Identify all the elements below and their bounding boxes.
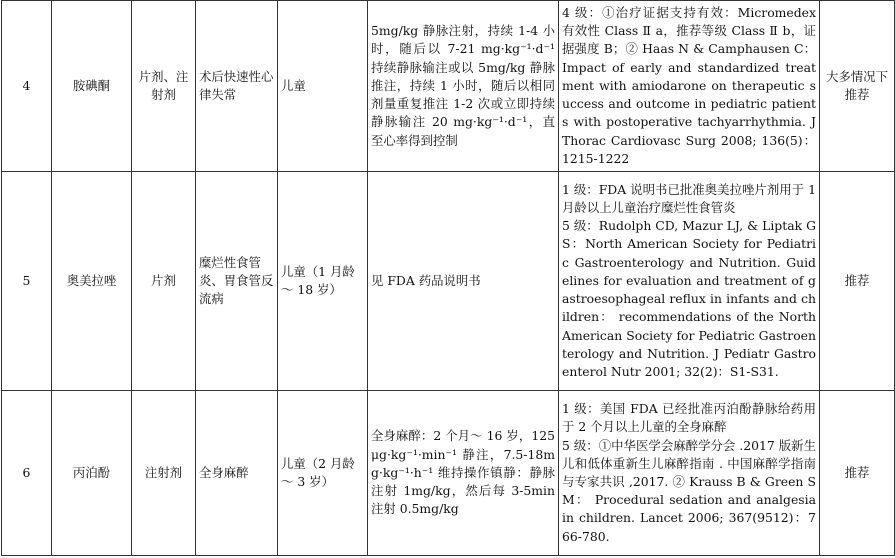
indication: 术后快速性心律失常 (196, 1, 278, 172)
row-number: 5 (2, 172, 52, 391)
drug-name: 胺碘酮 (52, 1, 132, 172)
population: 儿童（2 月龄～ 3 岁） (278, 391, 368, 556)
indication: 全身麻醉 (196, 391, 278, 556)
recommendation: 推荐 (820, 172, 895, 391)
evidence (559, 391, 820, 556)
dosage: 全身麻醉：2 个月～ 16 岁，125μg·kg⁻¹·min⁻¹ 静注，7.5-18mg·kg⁻¹·h⁻¹ 维持操作镇静：静脉注射 1mg/kg，然后每 3-5min 注射 0.5mg/kg (368, 391, 559, 556)
dosage-form: 片剂、注射剂 (132, 1, 196, 172)
indication: 糜烂性食管炎、胃食管反流病 (196, 172, 278, 391)
drug-table (1, 0, 895, 556)
row-number: 6 (2, 391, 52, 556)
recommendation: 大多情况下推荐 (820, 1, 895, 172)
table-row (2, 172, 895, 391)
drug-name: 奥美拉唑 (52, 172, 132, 391)
evidence-line: 1 级：美国 FDA 已经批准丙泊酚静脉给药用于 2 个月以上儿童的全身麻醉 (562, 401, 816, 435)
evidence (559, 1, 820, 172)
dosage: 5mg/kg 静脉注射，持续 1-4 小时，随后以 7-21 mg·kg⁻¹·d⁻¹ 持续静脉输注或以 5mg/kg 静脉推注，持续 1 小时，随后以相同剂量重复推注 1-2 次或立即持续静脉输注 20 mg·kg⁻¹·d⁻¹，直至心率得到控制 (368, 1, 559, 172)
evidence-line: 1 级：FDA 说明书已批准奥美拉唑片剂用于 1 月龄以上儿童治疗糜烂性食管炎 (562, 181, 816, 216)
evidence-line: 4 级：①治疗证据支持有效：Micromedex 有效性 Class Ⅱ a，推荐等级 Class Ⅱ b，证据强度 B；② Haas N & Camphausen C：Impact of early and standardized treatment with amiodarone on therapeutic success and outcome in pediatric patients with postoperative tachyarrhythmia. J Thorac Cardiovasc Surg 2008; 136(5)：1215-1222 (562, 5, 816, 166)
drug-name: 丙泊酚 (52, 391, 132, 556)
dosage-form: 片剂 (132, 172, 196, 391)
evidence (559, 172, 820, 391)
table-row (2, 391, 895, 556)
dosage-form: 注射剂 (132, 391, 196, 556)
recommendation: 推荐 (820, 391, 895, 556)
table-row (2, 1, 895, 172)
evidence-line: 5 级：①中华医学会麻醉学分会 .2017 版新生儿和低体重新生儿麻醉指南 . 中国麻醉学指南与专家共识 ,2017. ② Krauss B & Green SM： Procedural sedation and analgesia in children. Lancet 2006; 367(9512)：766-780. (562, 437, 816, 544)
dosage: 见 FDA 药品说明书 (368, 172, 559, 391)
population: 儿童 (278, 1, 368, 172)
evidence-line: 5 级：Rudolph CD, Mazur LJ, & Liptak GS：North American Society for Pediatric Gastroenterology and Nutrition. Guidelines for evaluation and treatment of gastroesophageal reflux in infants and children： recommendations of the North American Society for Pediatric Gastroenterology and Nutrition. J Pediatr Gastroenterol Nutr 2001; 32(2)：S1-S31. (562, 218, 816, 379)
population: 儿童（1 月龄～ 18 岁） (278, 172, 368, 391)
row-number: 4 (2, 1, 52, 172)
